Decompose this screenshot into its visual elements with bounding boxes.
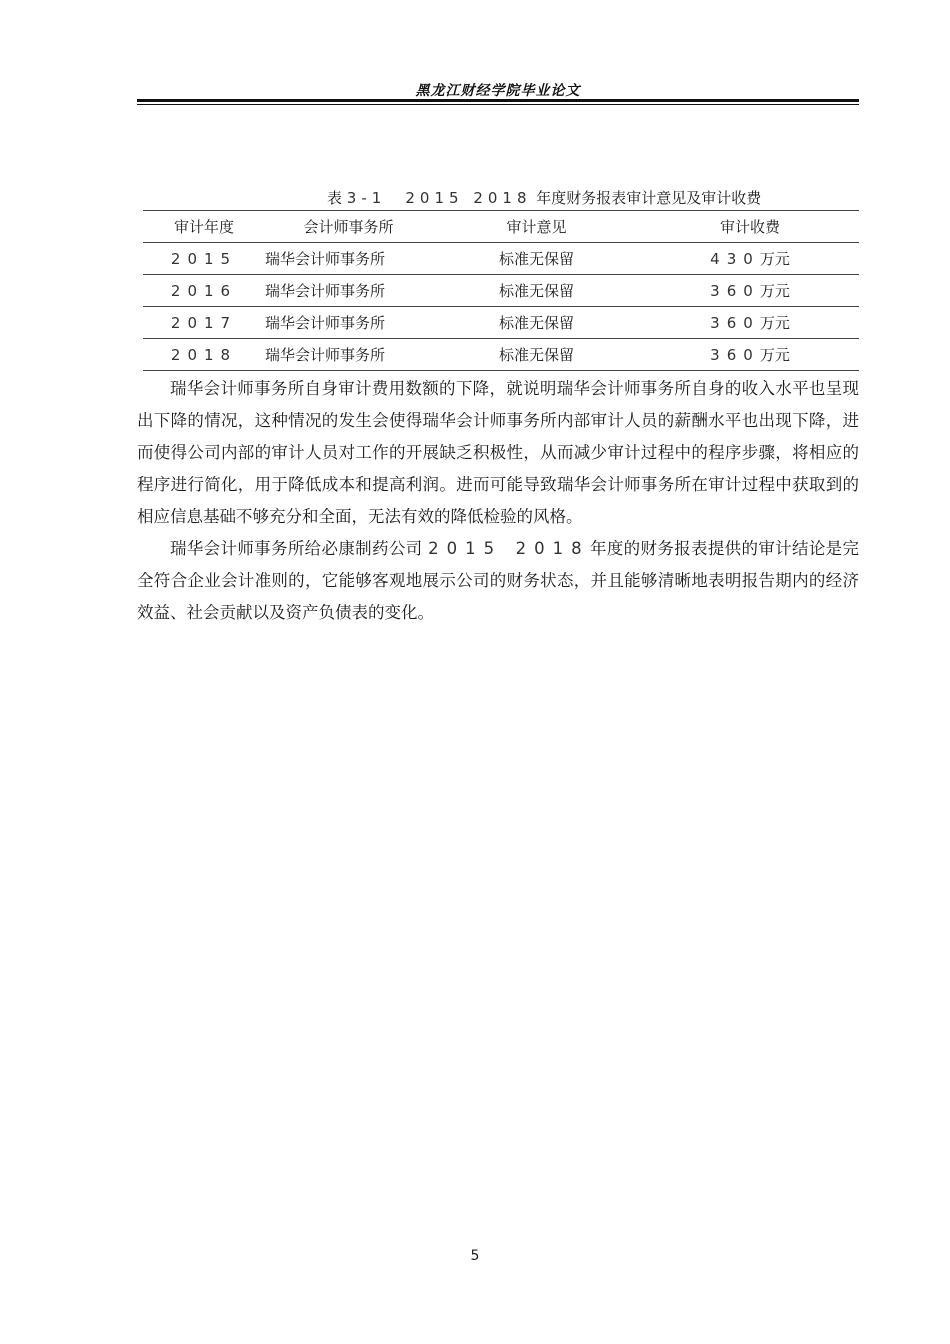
column-header-firm: 会计师事务所 [265,211,432,243]
paragraph-2 [137,533,859,629]
audit-fee-table [143,210,859,371]
fee-unit: 万元 [759,250,790,268]
fee-unit: 万元 [759,282,790,300]
table-row [143,243,859,275]
cell-fee [710,280,790,301]
page-number: 5 [470,1248,480,1264]
cell-opinion: 标准无保留 [432,243,641,275]
cell-firm: 瑞华会计师事务所 [265,243,432,275]
cell-firm: 瑞华会计师事务所 [265,307,432,339]
table-row [143,339,859,371]
table-header-row [143,211,859,243]
cell-fee [710,248,790,269]
cell-year: 2015 [170,249,238,268]
paragraph-2-before: 瑞华会计师事务所给必康制药公司 [170,539,423,558]
caption-prefix: 表 [327,189,343,207]
header-title: 黑龙江财经学院毕业论文 [415,83,581,99]
column-header-opinion: 审计意见 [432,211,641,243]
cell-firm: 瑞华会计师事务所 [265,339,432,371]
cell-firm: 瑞华会计师事务所 [265,275,432,307]
table-row [143,307,859,339]
fee-unit: 万元 [759,346,790,364]
column-header-fee: 审计收费 [641,211,859,243]
fee-amount: 360 [710,346,760,364]
cell-year: 2017 [170,313,238,332]
fee-amount: 360 [710,314,760,332]
paragraph-2-after: 年度的财务报表提供的审计结论是完全符合企业会计准则的，它能够客观地展示公司的财务状态，并且能够清晰地表明报告期内的经济效益、社会贡献以及资产负债表的变化。 [137,539,860,622]
cell-year: 2018 [170,345,238,364]
fee-amount: 430 [710,250,760,268]
cell-fee [710,344,790,365]
table-row [143,275,859,307]
body-text [137,373,859,629]
caption-number: 3-1 [346,189,387,207]
caption-years: 2015 2018 [405,189,532,207]
paragraph-2-years: 2015 2018 [428,539,590,558]
column-header-year: 审计年度 [143,211,265,243]
fee-amount: 360 [710,282,760,300]
cell-opinion: 标准无保留 [432,275,641,307]
cell-year: 2016 [170,281,238,300]
caption-text: 年度财务报表审计意见及审计收费 [536,189,762,207]
paragraph-1: 瑞华会计师事务所自身审计费用数额的下降，就说明瑞华会计师事务所自身的收入水平也呈现出下降的情况，这种情况的发生会使得瑞华会计师事务所内部审计人员的薪酬水平也出现下降，进而使得公司内部的审计人员对工作的开展缺乏积极性，从而减少审计过程中的程序步骤，将相应的程序进行简化，用于降低成本和提高利润。进而可能导致瑞华会计师事务所在审计过程中获取到的相应信息基础不够充分和全面，无法有效的降低检验的风格。 [137,379,859,526]
cell-opinion: 标准无保留 [432,307,641,339]
cell-opinion: 标准无保留 [432,339,641,371]
cell-fee [710,312,790,333]
header-rule-thick [137,99,859,102]
header-rule-thin [137,104,859,105]
fee-unit: 万元 [759,314,790,332]
